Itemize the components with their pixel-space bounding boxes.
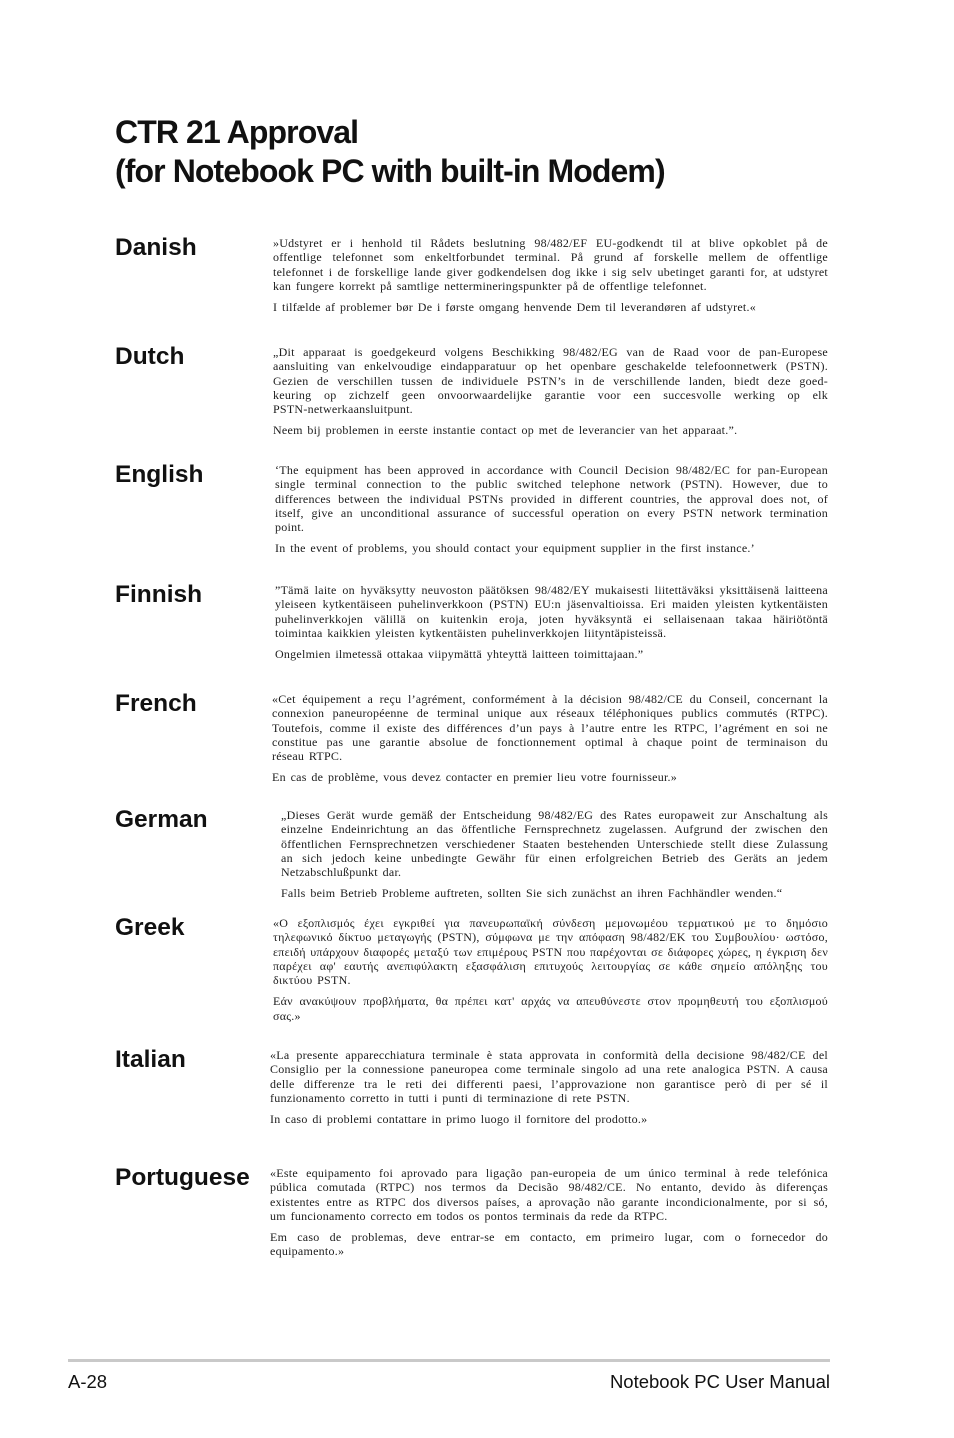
language-label-french: French — [115, 690, 197, 717]
language-label-italian: Italian — [115, 1046, 186, 1073]
paragraph — [272, 692, 828, 763]
text-line: funzionamento corretto in tutti i punti di terminazione di rete PSTN. — [270, 1090, 630, 1105]
approval-text-italian — [270, 1048, 828, 1126]
paragraph — [273, 916, 828, 987]
paragraph — [273, 423, 828, 437]
approval-text-german — [281, 808, 828, 901]
language-label-greek: Greek — [115, 914, 185, 941]
text-line: aansluiting van enkelvoudige eindapparatuur op het openbare geschakelde telefoonnetwerk (PSTN). — [273, 359, 828, 374]
text-line: um funcionamento correcto em todos os pontos terminais da rede da RTPC. — [270, 1208, 668, 1223]
text-line: toimintaa kaikkien yleisten kytkentäisten puhelinverkkojen liityntäpisteissä. — [275, 625, 667, 640]
text-line: puhelinverkkojen välillä on kuitenkin eroja, joten hyväksyntä ei sellaisenaan takaa häiriötöntä — [275, 611, 828, 626]
section-german — [0, 806, 954, 901]
text-line: kan fungere korrekt på samtlige nettermineringspunkter på de offentlige telefonnet. — [273, 278, 707, 293]
text-line: yleiseen kytkentäiseen puhelinverkkoon (PSTN) EU:n jäsenvaltioissa. Eri maiden yleisten kytkentäisten — [275, 597, 828, 612]
approval-text-french — [272, 692, 828, 785]
language-label-portuguese: Portuguese — [115, 1164, 250, 1191]
page-title — [115, 113, 665, 191]
approval-text-dutch — [273, 345, 828, 438]
section-finnish — [0, 581, 954, 662]
section-portuguese — [0, 1164, 954, 1259]
text-line: Neem bij problemen in eerste instantie contact op met de leverancier van het apparaat.”. — [273, 423, 738, 438]
paragraph — [281, 808, 828, 879]
text-line: PSTN-netwerkaansluitpunt. — [273, 402, 413, 417]
text-line: offentlige telefonnet som enkeltforbundet terminal. På grund af forskelle mellem de offentlige — [273, 250, 828, 265]
text-line: Gezien de verschillen tussen de individuele PSTN’s in de verschillende landen, biedt deze goed- — [273, 373, 828, 388]
paragraph — [273, 300, 828, 314]
text-line: σας.» — [273, 1008, 301, 1023]
approval-text-portuguese — [270, 1166, 828, 1259]
text-line: «Cet équipement a reçu l’agrément, conformément à la décision 98/482/CE du Conseil, concernant la — [272, 692, 828, 706]
text-line: I tilfælde af problemer bør De i første omgang henvende Dem til leverandøren af udstyret.« — [273, 300, 757, 315]
text-line: öffentlichen Fernsprechnetzen verschiedener Staaten bestehenden Unterschiede stellt diese Zulassung — [281, 836, 828, 851]
text-line: δικτύου PSTN. — [273, 973, 351, 988]
approval-text-finnish — [275, 583, 828, 661]
text-line: Εάν ανακύψουν προβλήματα, θα πρέπει κατ' αρχάς να απευθύνεστε στον προμηθευτή του εξοπλισμού — [273, 994, 828, 1009]
text-line: einzelne Endeinrichtung an das öffentliche Fernsprechnetz zugelassen. Aufgrund der zwischen den — [281, 822, 828, 837]
text-line: pública comutada (RTPC) nos termos da Decisão 98/482/CE. No entanto, devido às diferenças — [270, 1180, 828, 1195]
approval-text-danish — [273, 236, 828, 314]
paragraph — [270, 1166, 828, 1223]
text-line: „Dieses Gerät wurde gemäß der Entscheidung 98/482/EG des Rates europaweit zur Anschaltung als — [281, 808, 828, 822]
text-line: Em caso de problemas, deve entrar-se em contacto, em primeiro lugar, com o fornecedor do — [270, 1230, 828, 1245]
paragraph — [273, 236, 828, 293]
text-line: ‘The equipment has been approved in accordance with Council Decision 98/482/EC for pan-European — [275, 463, 828, 477]
text-line: réseau RTPC. — [272, 749, 343, 764]
paragraph — [270, 1048, 828, 1105]
text-line: single terminal connection to the public switched telephone network (PSTN). However, due to — [275, 477, 828, 492]
text-line: existentes entre as RTPC dos diversos países, a aprovação não garante incondicionalmente, por si só, — [270, 1194, 828, 1209]
text-line: Netzabschlußpunkt dar. — [281, 865, 402, 880]
paragraph — [273, 994, 828, 1023]
text-line: delle differenze tra le reti dei differenti paesi, l’approvazione non garantisce però di per sé il — [270, 1076, 828, 1091]
language-label-dutch: Dutch — [115, 343, 185, 370]
language-label-danish: Danish — [115, 234, 197, 261]
paragraph — [275, 541, 828, 555]
text-line: telefonnet i de forskellige lande giver godkendelsen dog ikke i sig selv ubetinget garanti for, at udstyret — [273, 264, 828, 279]
section-dutch — [0, 343, 954, 438]
text-line: »Udstyret er i henhold til Rådets beslutning 98/482/EF EU-godkendt til at blive opkoblet på de — [273, 236, 828, 250]
text-line: Consiglio per la connessione paneuropea come terminale singolo ad una rete analogica PSTN. A causa — [270, 1062, 828, 1077]
section-english — [0, 461, 954, 556]
text-line: constitue pas une garantie absolue de fonctionnement optimal à chaque point de terminaison du — [272, 734, 828, 749]
paragraph — [275, 647, 828, 661]
text-line: connexion paneuropéenne de terminal unique aux réseaux téléphoniques publics commutés (RTPC). — [272, 706, 828, 721]
paragraph — [272, 770, 828, 784]
language-label-finnish: Finnish — [115, 581, 203, 608]
text-line: itself, give an unconditional assurance of successful operation on every PSTN network termination — [275, 505, 828, 520]
paragraph — [275, 583, 828, 640]
text-line: «Ο εξοπλισμός έχει εγκριθεί για πανευρωπαϊκή σύνδεση μεμονωμέου τερματικού με το δημόσιο — [273, 916, 828, 930]
text-line: „Dit apparaat is goedgekeurd volgens Beschikking 98/482/EG van de Raad voor de pan-Europese — [273, 345, 828, 359]
approval-text-greek — [273, 916, 828, 1023]
paragraph — [281, 886, 828, 900]
text-line: τηλεφωνικό δίκτυο μεταγωγής (PSTN), σύμφωνα με την απόφαση 98/482/ΕΚ του Συμβουλίου· ωστόσο, — [273, 930, 828, 945]
text-line: keuring op zichzelf geen onvoorwaardelijke garantie voor een succesvolle werking op elk — [273, 387, 828, 402]
text-line: ”Tämä laite on hyväksytty neuvoston päätöksen 98/482/EY mukaisesti liitettäväksi yksittäisenä laitteena — [275, 583, 828, 597]
text-line: In the event of problems, you should contact your equipment supplier in the first instance.’ — [275, 541, 755, 556]
page-title-line-1: CTR 21 Approval — [115, 114, 359, 150]
text-line: Falls beim Betrieb Probleme auftreten, sollten Sie sich zunächst an ihren Fachhändler wenden.“ — [281, 886, 783, 901]
language-label-english: English — [115, 461, 204, 488]
page-title-line-2: (for Notebook PC with built-in Modem) — [115, 153, 665, 189]
text-line: differences between the individual PSTNs provided in different countries, the approval does not, of — [275, 491, 828, 506]
paragraph — [270, 1112, 828, 1126]
manual-title: Notebook PC User Manual — [609, 1371, 830, 1392]
paragraph — [273, 345, 828, 416]
text-line: «La presente apparecchiatura terminale è stata approvata in conformità della decisione 98/482/CE del — [270, 1048, 828, 1062]
text-line: Toutefois, comme il existe des différences d’un pays à l’autre entre les RTPC, l’agrément en soi ne — [272, 720, 828, 735]
text-line: «Este equipamento foi aprovado para ligação pan-europeia de um único terminal à rede telefónica — [270, 1166, 828, 1180]
footer-divider — [68, 1359, 830, 1362]
text-line: equipamento.» — [270, 1244, 345, 1259]
text-line: an sich jedoch keine unbedingte Gewähr für einen erfolgreichen Betrieb des Geräts an jedem — [281, 850, 828, 865]
language-label-german: German — [115, 806, 208, 833]
approval-text-english — [275, 463, 828, 556]
text-line: En cas de problème, vous devez contacter en premier lieu votre fournisseur.» — [272, 770, 678, 785]
text-line: Ongelmien ilmetessä ottakaa viipymättä yhteyttä laitteen toimittajaan.” — [275, 647, 644, 662]
text-line: In caso di problemi contattare in primo luogo il fornitore del prodotto.» — [270, 1112, 648, 1127]
section-italian — [0, 1046, 954, 1127]
section-greek — [0, 914, 954, 1023]
paragraph — [270, 1230, 828, 1259]
text-line: επειδή υπάρχουν διαφορές μεταξύ των επιμέρους PSTN που παρέχονται σε διάφορες χώρες, η έγκριση δεν — [273, 944, 828, 959]
page-number: A-28 — [68, 1371, 108, 1392]
text-line: παρέχει αφ' εαυτής ανεπιφύλακτη εξασφάλιση επιτυχούς λειτουργίας σε κάθε σημείο απόληξης του — [273, 958, 828, 973]
paragraph — [275, 463, 828, 534]
section-french — [0, 690, 954, 785]
text-line: point. — [275, 520, 305, 535]
section-danish — [0, 234, 954, 315]
